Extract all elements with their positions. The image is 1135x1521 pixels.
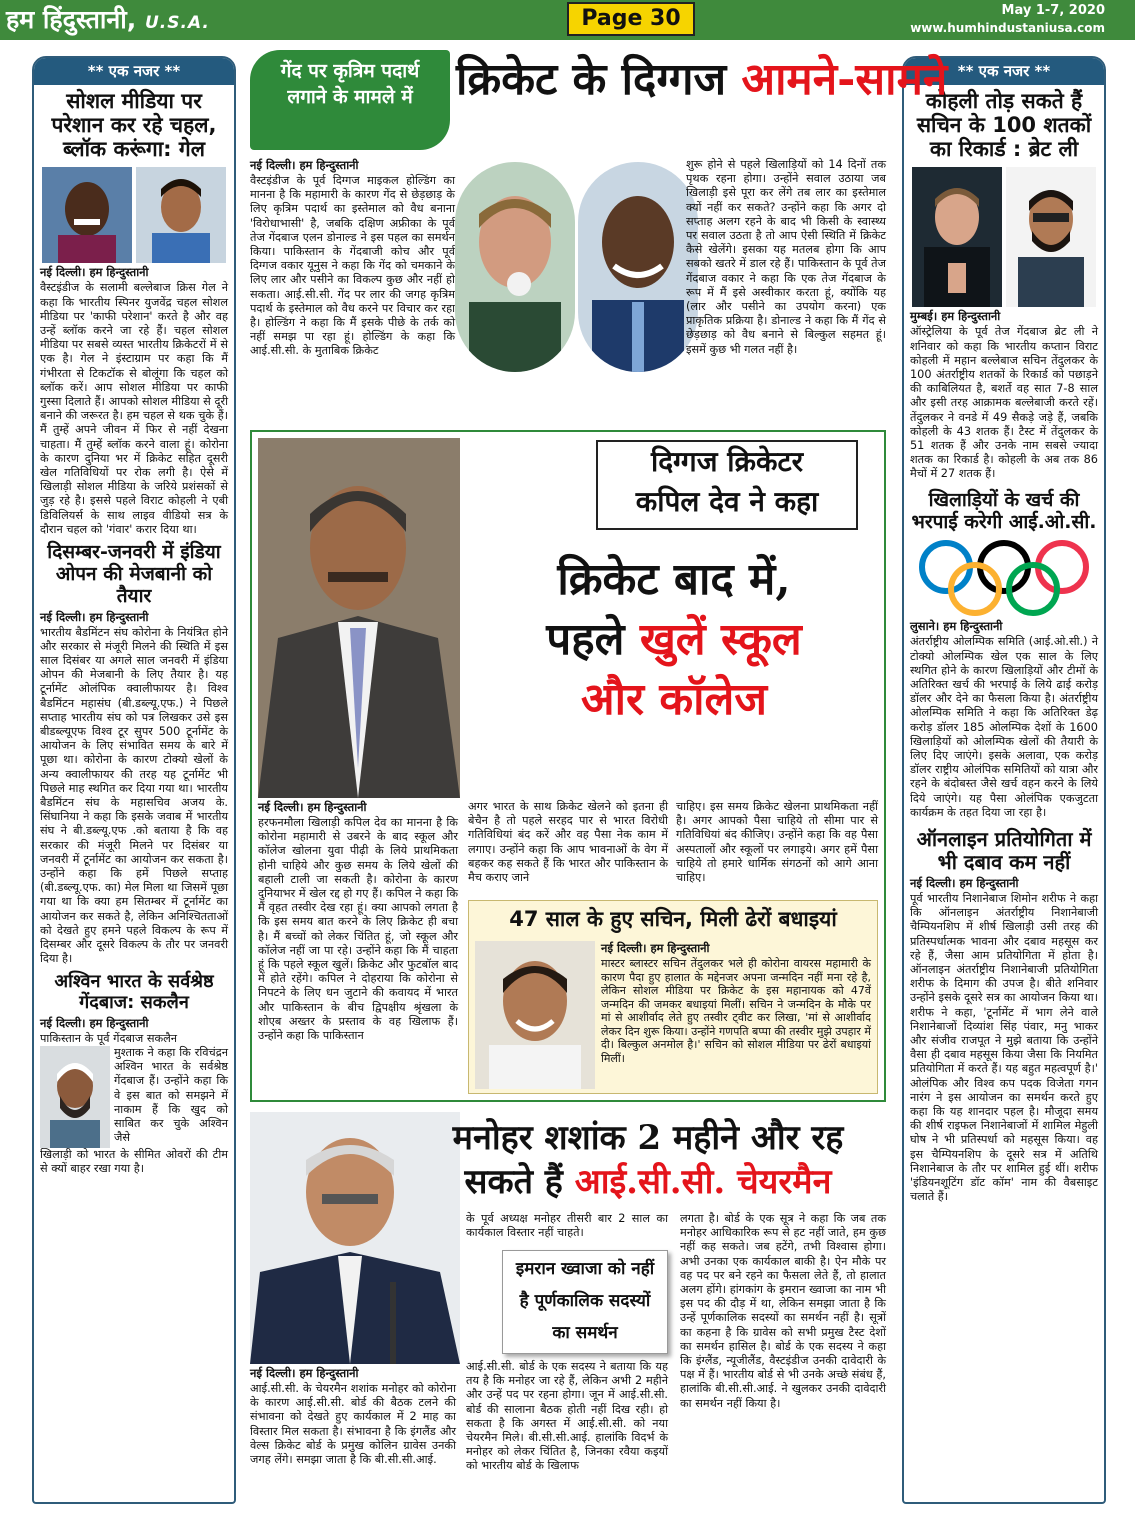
kapil-col-2 <box>468 800 668 885</box>
saqlain-photo <box>40 1046 110 1148</box>
right-headline-1: कोहली तोड़ सकते हैं सचिन के 100 शतकों का रिकार्ड : ब्रेट ली <box>916 89 1092 162</box>
paper-edition: U.S.A. <box>144 13 210 33</box>
sachin-body: मास्टर ब्लास्टर सचिन तेंदुलकर भले ही कोरोना वायरस महामारी के कारण पैदा हुए हालात के मद्देनजर अपना जन्मदिन नहीं मना रहे है, लेकिन सोशल मीडिया पर क्रिकेट के इस महानायक को 47वें जन्मदिन की जमकर बधाइयां मिलीं। सचिन ने जन्मदिन के मौके पर मां से आशीर्वाद लेते हुए तस्वीर ट्वीट कर लिखा, 'मां से आशीर्वाद लेकर दिन शुरू किया। उन्होंने गणपति बप्पा की तस्वीर मुझे उपहार में दी। बिल्कुल अनमोल है।' सचिन को सोशल मीडिया पर ढेरों बधाइयां मिलीं। <box>601 957 871 1065</box>
left-body-3-bottom: खिलाड़ी को भारत के सीमित ओवरों की टीम से क्यों बाहर रखा गया है। <box>40 1148 228 1176</box>
top-body-right: शुरू होने से पहले खिलाड़ियों को 14 दिनों तक पृथक रहना होगा। उन्होंने सवाल उठाया जब खिलाड़ी इसे पूरा कर लेंगे तब लार का इस्तेमाल क्यों नहीं कर सकते? उन्होंने कहा कि अगर दो सप्ताह अलग रहने के बाद भी किसी के स्वास्थ्य पर सवाल उठता है तो आप ऐसी स्थिति में क्रिकेट कैसे खेलेंगे। इसका यह मतलब होगा कि आप सबको खतरे में डाल रहे हैं। पाकिस्तान के पूर्व तेज गेंदबाज वकार ने कहा कि एक तेज गेंदबाज के रूप में मैं इसे अस्वीकार करता हूं, क्योंकि यह (लार और पसीने का उपयोग करना) एक प्राकृतिक प्रक्रिया है। डोनाल्ड ने कहा कि मैं गेंद से छेड़छाड़ को वैध बनाने से बिल्कुल सहमत हूं। इसमें कुछ भी गलत नहीं है। <box>686 158 886 356</box>
manohar-body-2-top: के पूर्व अध्यक्ष मनोहर तीसरी बार 2 साल का कार्यकाल विस्तार नहीं चाहते। <box>466 1212 668 1240</box>
sachin-dateline: नई दिल्ली। हम हिन्दुस्तानी <box>601 941 710 955</box>
chahal-photo <box>136 167 226 263</box>
kapil-body-1: हरफनमौला खिलाड़ी कपिल देव का मानना है कि कोरोना महामारी से उबरने के बाद स्कूल और कॉलेज खोलना युवा पीढ़ी के लिये प्राथमिकता होनी चाहिये और कुछ समय के लिये खेलों की बहाली टाली जा सकती है। कोरोना के कारण दुनियाभर में खेल रद्द हो गए हैं। कपिल ने कहा कि मैं वृहत तस्वीर देख रहा हूं। क्या आपको लगता है कि इस समय बात करने के लिए क्रिकेट ही बचा है। मैं बच्चों को लेकर चिंतित हूं, जो स्कूल और कॉलेज नहीं जा पा रहे। उन्होंने कहा कि मैं चाहता हूं कि पहले स्कूल खुलें। क्रिकेट और फुटबॉल बाद में होते रहेंगे। कपिल ने दोहराया कि कोरोना से निपटने के लिए धन जुटाने की कवायद में भारत और पाकिस्तान के बीच द्विपक्षीय श्रृंखला के शोएब अख्तर के प्रस्ताव के वह खिलाफ हैं। उन्होंने कहा कि पाकिस्तान <box>258 816 458 1043</box>
left-dateline-2: नई दिल्ली। हम हिन्दुस्तानी <box>40 609 149 624</box>
top-story-headline <box>456 54 948 148</box>
kapil-col-1 <box>258 800 458 1043</box>
kapil-kicker <box>596 440 858 530</box>
masthead-name <box>6 4 210 36</box>
kapil-body-3: चाहिए। इस समय क्रिकेट खेलना प्राथमिकता नहीं है। अगर आपको पैसा चाहिये तो सीमा पार से गतिविधियां बंद कीजिए। उन्होंने कहा कि वह पैसा अस्पतालों और स्कूलों पर लगाइये। अगर हमें पैसा चाहिये तो हमारे धार्मिक संगठनों को आगे आना चाहिए। <box>676 800 878 885</box>
right-dateline-1: मुम्बई। हम हिन्दुस्तानी <box>910 309 1001 324</box>
right-headline-2: खिलाड़ियों के खर्च की भरपाई करेगी आई.ओ.सी. <box>911 488 1097 533</box>
manohar-headline-2-red: आई.सी.सी. चेयरमैन <box>574 1162 832 1202</box>
manohar-headline-2-black: सकते हैं <box>464 1162 563 1202</box>
olympic-rings-image <box>910 537 1098 619</box>
kapil-dateline: नई दिल्ली। हम हिन्दुस्तानी <box>258 800 367 814</box>
manohar-col-2-top <box>466 1212 668 1240</box>
right-body-2: अंतर्राष्ट्रीय ओलम्पिक समिति (आई.ओ.सी.) ने टोक्यो ओलम्पिक खेल एक साल के लिए स्थगित होने के कारण खिलाड़ियों और टीमों के अतिरिक्त खर्च की भरपाई के लिये ढाई करोड़ डॉलर और देने का फैसला किया है। अंतर्राष्ट्रीय ओलम्पिक समिति ने कहा कि अतिरिक्त डेढ़ करोड़ डॉलर 185 ओलम्पिक देशों के 1600 खिलाड़ियों को ओलम्पिक खेलों की तैयारी के लिए दिए जाएंगे। इसके अलावा, एक करोड़ डॉलर राष्ट्रीय ओलंपिक समितियों को यात्रा और रहने के बंदोबस्त जैसे खर्च वहन करने के लिये दिये जाएंगे। यह पैसा ओलंपिक एकजुटता कार्यक्रम के तहत दिया जा रहा है। <box>910 635 1098 819</box>
manohar-headline <box>408 1116 888 1204</box>
kapil-body-2: अगर भारत के साथ क्रिकेट खेलने को इतना ही बेचैन है तो पहले सरहद पार से भारत विरोधी गतिविधियां बंद करें और वह पैसा नेक काम में लगाए। उन्होंने कहा कि आप भावनाओं के वेग में बहकर कह सकते हैं कि भारत और पाकिस्तान के मैच कराए जाने <box>468 800 668 885</box>
top-headline-black: क्रिकेट के दिग्गज <box>456 54 727 105</box>
kohli-photo <box>1006 167 1096 307</box>
left-headline-1: सोशल मीडिया पर परेशान कर रहे चहल, ब्लॉक करूंगा: गेल <box>51 89 217 162</box>
left-body-3-side: मुश्ताक ने कहा कि रविचंद्रन अश्विन भारत के सर्वश्रेष्ठ गेंदबाज हैं। उन्होंने कहा कि वे इस बात को समझने में नाकाम हैं कि खुद को साबित कर चुके अश्विन जैसे <box>114 1046 228 1145</box>
kapil-headline <box>470 550 878 730</box>
sachin-box <box>468 900 878 1094</box>
sachin-photo <box>475 941 595 1089</box>
right-dateline-2: लुसाने। हम हिन्दुस्तानी <box>910 619 1003 634</box>
left-ribbon: ** एक नजर ** <box>34 58 234 85</box>
left-body-2: भारतीय बैडमिंटन संघ कोरोना के नियंत्रित होने और सरकार से मंजूरी मिलने की स्थिति में इस साल दिसंबर या अगले साल जनवरी में इंडिया ओपन की मेजबानी के लिए तैयार है। यह टूर्नामेंट ओलंपिक क्वालीफायर है। विश्व बैडमिंटन महासंघ (बी.डब्ल्यू.एफ.) ने पिछले सप्ताह भारतीय संघ को पत्र लिखकर उसे इस बीडब्ल्यूएफ विश्व टूर सुपर 500 टूर्नामेंट के आयोजन के लिए संभावित समय के बारे में पूछा था। कोरोना के कारण टोक्यो खेलों के अन्य क्वालीफायर की तरह यह टूर्नामेंट भी पिछले माह स्थगित कर दिया गया था। भारतीय बैडमिंटन संघ के महासचिव अजय के. सिंघानिया ने कहा कि इसके जवाब में भारतीय संघ ने बी.डब्ल्यू.एफ .को बताया है कि वह सरकार की मंजूरी मिलने पर दिसंबर या जनवरी में टूर्नामेंट का आयोजन कर सकता है। उन्होंने कहा कि हमें पिछले सप्ताह (बी.डब्ल्यू.एफ. का) मेल मिला था जिसमें पूछा गया था कि क्या हम सितम्बर में टूर्नामेंट का आयोजन कर सकते है, लेकिन अनिश्चितताओं को देखते हुए हमने पहले विकल्प के रूप में दिसम्बर और दूसरे विकल्प के तौर पर जनवरी दिया है। <box>40 625 228 966</box>
kapil-headline-1: क्रिकेट बाद में, <box>557 554 791 605</box>
manohar-col-2 <box>466 1360 668 1474</box>
right-dateline-3: नई दिल्ली। हम हिन्दुस्तानी <box>910 875 1019 890</box>
left-headline-3: अश्विन भारत के सर्वश्रेष्ठ गेंदबाज: सकलैन <box>54 971 214 1014</box>
manohar-body-1: आई.सी.सी. के चेयरमैन शशांक मनोहर को कोरोना के कारण आई.सी.सी. बोर्ड की बैठक टलने की संभावना को देखते हुए कार्यकाल में 2 माह का विस्तार मिल सकता है। संभावना है कि इंगलैंड और वेल्स क्रिकेट बोर्ड के प्रमुख कोलिन ग्रावेस उनकी जगह लेंगे। समझा जाता है कि बी.सी.सी.आई. <box>250 1382 456 1467</box>
right-ribbon: ** एक नजर ** <box>904 58 1104 85</box>
kapil-headline-3: और कॉलेज <box>581 674 767 725</box>
top-story-kicker: गेंद पर कृत्रिम पदार्थ लगाने के मामले में <box>250 50 450 150</box>
manohar-col-1 <box>250 1366 456 1467</box>
manohar-dateline: नई दिल्ली। हम हिन्दुस्तानी <box>250 1366 359 1380</box>
kapil-kicker-2: कपिल देव ने कहा <box>635 485 819 518</box>
top-headline-red: आमने-सामने <box>741 54 948 105</box>
allan-donald-photo <box>578 162 698 372</box>
manohar-headline-1: मनोहर शशांक 2 महीने और रह <box>452 1118 844 1158</box>
chris-gayle-photo <box>42 167 132 263</box>
manohar-subheadline: इमरान ख्वाजा को नहीं है पूर्णकालिक सदस्यों का समर्थन <box>502 1250 668 1354</box>
manohar-body-3: लगता है। बोर्ड के एक सूत्र ने कहा कि जब तक मनोहर आधिकारिक रूप से हट नहीं जाते, हम कुछ नहीं कह सकते। जब हटेंगे, तभी विश्वास होगा। अभी उनका एक कार्यकाल बाकी है। ऐन मौके पर वह पद पर बने रहने का फैसला लेते हैं, तो हालात अलग होंगे। हांगकांग के इमरान ख्वाजा का नाम भी इस पद की दौड़ में था, लेकिन समझा जाता है कि उन्हें पूर्णकालिक सदस्यों का समर्थन नहीं है। सूत्रों का कहना है कि ग्रावेस को सभी प्रमुख टैस्ट देशों का समर्थन हासिल है। बोर्ड के एक सदस्य ने कहा कि इंग्लैंड, न्यूजीलैंड, वैस्टइंडीज उनकी दावेदारी के पक्ष में हैं। भारतीय बोर्ड से भी उनके अच्छे संबंध हैं, हालांकि बी.सी.सी.आई. ने खुलकर उनकी दावेदारी का समर्थन नहीं किया है। <box>680 1212 886 1410</box>
left-body-3-top: पाकिस्तान के पूर्व गेंदबाज सकलैन <box>40 1031 178 1045</box>
manohar-col-3 <box>680 1212 886 1411</box>
top-story-col-right <box>686 158 886 357</box>
left-body-1: वैस्टइंडीज के सलामी बल्लेबाज क्रिस गेल ने कहा कि भारतीय स्पिनर युजवेंद्र चहल सोशल मीडिया पर 'काफी परेशान' करते है और वह उन्हें ब्लॉक करने जा रहे हैं। चहल सोशल मीडिया पर सबसे व्यस्त भारतीय क्रिकेटरों में से एक है। गेल ने इंस्टाग्राम पर कहा कि मैं गंभीरता से टिकटॉक से बोलूंगा कि चहल को ब्लॉक करें। आप सोशल मीडिया पर काफी गुस्सा दिलाते हैं। आपको सोशल मीडिया से दूरी बनाने की जरूरत है। हम चहल से थक चुके हैं। मैं तुम्हें अपने जीवन में फिर से नहीं देखना चाहता। मैं तुम्हें ब्लॉक करने वाला हूं। कोरोना के कारण दुनिया भर में क्रिकेट सहित दूसरी खेल गतिविधियों पर रोक लगी है। ऐसे में खिलाड़ी सोशल मीडिया के जरिये प्रशंसकों से जुड़ रहे है। इससे पहले विराट कोहली ने एबी डिविलियर्स के साथ लाइव वीडियो सत्र के दौरान चहल को 'गंवार' करार दिया था। <box>40 281 228 536</box>
masthead-date: May 1-7, 2020 <box>1001 3 1105 18</box>
right-body-1: ऑस्ट्रेलिया के पूर्व तेज गेंदबाज ब्रेट ली ने शनिवार को कहा कि भारतीय कप्तान विराट कोहली में महान बल्लेबाज सचिन तेंदुलकर के 100 अंतर्राष्ट्रीय शतकों के रिकार्ड को पछाड़ने की काबिलियत है, बशर्ते वह सात 7-8 साल और इसी तरह आक्रामक बल्लेबाजी करते रहें। तेंदुलकर ने वनडे में 49 सैकड़े जड़े हैं, जबकि कोहली के 43 शतक हैं। टैस्ट में तेंदुलकर के 51 शतक हैं और उनके नाम सबसे ज्यादा शतक का रिकार्ड है। कोहली के अब तक 86 मैचों में 27 शतक हैं। <box>910 325 1098 481</box>
right-headline-3: ऑनलाइन प्रतियोगिता में भी दबाव कम नहीं <box>916 826 1092 874</box>
top-story-col-left <box>250 158 455 359</box>
paper-name: हम हिंदुस्तानी, <box>6 5 137 34</box>
page-number: Page 30 <box>567 2 695 36</box>
top-body-left: वैस्टइंडीज के पूर्व दिग्गज माइकल होल्डिंग का मानना है कि महामारी के कारण गेंद से छेड़छाड़ के लिए कृत्रिम पदार्थ का इस्तेमाल को वैध बनाना 'विरोधाभासी' है, जबकि दक्षिण अफ्रीका के पूर्व तेज गेंदबाज एलन डोनाल्ड ने इस पहल का समर्थन किया। पाकिस्तान के गेंदबाजी कोच और पूर्व दिग्गज वकार यूनुस ने कहा कि गेंद को चमकाने के लिए लार और पसीने का विकल्प कुछ और नहीं हो सकता। आई.सी.सी. गेंद पर लार की जगह कृत्रिम पदार्थ के इस्तेमाल को वैध करने पर विचार कर रहा है। होल्डिंग ने कहा कि मैं इसके पीछे के तर्क को नहीं समझ पा रहा हूं। होल्डिंग के कहा कि आई.सी.सी. के मुताबिक क्रिकेट <box>250 174 455 358</box>
left-headline-2: दिसम्बर-जनवरी में इंडिया ओपन की मेजबानी को तैयार <box>47 541 221 607</box>
right-sidebar <box>902 56 1106 1504</box>
left-sidebar <box>32 56 236 1504</box>
kapil-col-3 <box>676 800 878 885</box>
kapil-headline-2-black: पहले <box>546 614 625 665</box>
sachin-headline: 47 साल के हुए सचिन, मिली ढेरों बधाइयां <box>509 907 837 931</box>
kapil-dev-photo <box>258 438 460 798</box>
kapil-kicker-1: दिग्गज क्रिकेटर <box>650 445 804 478</box>
michael-holding-photo <box>455 162 575 372</box>
manohar-body-2: आई.सी.सी. बोर्ड के एक सदस्य ने बताया कि यह तय है कि मनोहर जा रहे हैं, लेकिन अभी 2 महीने और उन्हें पद पर रहना होगा। जून में आई.सी.सी. बोर्ड की सालाना बैठक होती नहीं दिख रही। हो सकता है कि अगस्त में आई.सी.सी. को नया चेयरमैन मिले। बी.सी.सी.आई. हालांकि विदर्भ के मनोहर को लेकर चिंतित है, जिनका रवैया कइयों को भारतीय बोर्ड के खिलाफ <box>466 1360 668 1473</box>
right-body-3: पूर्व भारतीय निशानेबाज शिमोन शरीफ ने कहा कि ऑनलाइन अंतर्राष्ट्रीय निशानेबाजी चैम्पियनशिप में शीर्ष खिलाड़ी उसी तरह की प्रतिस्पर्धात्मक भावना और दबाव महसूस कर रहे हैं, जैसा आम प्रतियोगिता में होता है। ऑनलाइन अंतर्राष्ट्रीय निशानेबाजी प्रतियोगिता शरीफ के दिमाग की उपज है। बीते शनिवार उन्होंने इसके दूसरे सत्र का आयोजन किया था। शरीफ ने कहा, 'टूर्नामेंट में भाग लेने वाले निशानेबाजों दिव्यांश सिंह पंवार, मनु भाकर और संजीव राजपूत ने मुझे बताया कि उन्होंने वैसा ही दबाव महसूस किया जैसा कि नियमित प्रतियोगिता में करते हैं। यह बहुत महत्वपूर्ण है।' ओलंपिक और विश्व कप पदक विजेता गगन नारंग ने इस आयोजन का समर्थन करते हुए कहा कि यह शानदार पहल है। मौजूदा समय की शीर्ष राइफल निशानेबाजों में शामिल मेहुली घोष ने भी प्रतिस्पर्धा को महसूस किया। वह इस चैम्पियनशिप के दूसरे सत्र में अतिथि निशानेबाज के तौर पर शामिल हुई थीं। शरीफ 'इंडियनशूटिंग डॉट कॉम' नाम की वैबसाइट चलाते हैं। <box>910 891 1098 1204</box>
left-dateline-3: नई दिल्ली। हम हिन्दुस्तानी <box>40 1015 149 1030</box>
left-dateline-1: नई दिल्ली। हम हिन्दुस्तानी <box>40 265 149 280</box>
brett-lee-photo <box>912 167 1002 307</box>
masthead-website[interactable]: www.humhindustaniusa.com <box>910 21 1105 35</box>
kapil-headline-2-red: खुलें स्कूल <box>639 614 802 665</box>
top-dateline: नई दिल्ली। हम हिन्दुस्तानी <box>250 158 359 172</box>
